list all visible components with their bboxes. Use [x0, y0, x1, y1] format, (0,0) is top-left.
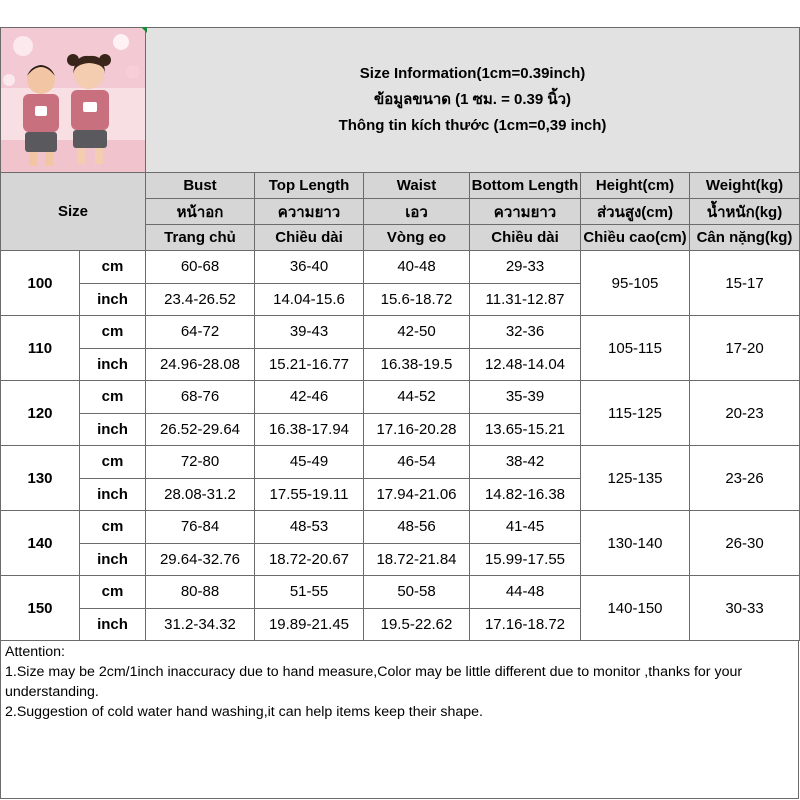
header-weight-vi: Cân nặng(kg) — [690, 225, 800, 251]
measurement-cell: 39-43 — [255, 316, 364, 349]
measurement-cell: 44-48 — [470, 576, 581, 609]
measurement-cell: 41-45 — [470, 511, 581, 544]
measurement-cell: 15.21-16.77 — [255, 348, 364, 381]
measurement-cell: 68-76 — [146, 381, 255, 414]
measurement-cell: 17.94-21.06 — [364, 478, 470, 511]
height-cell: 125-135 — [581, 446, 690, 511]
measurement-cell: 15.99-17.55 — [470, 543, 581, 576]
size-column-header: Size — [1, 173, 146, 251]
weight-cell: 26-30 — [690, 511, 800, 576]
measurement-cell: 51-55 — [255, 576, 364, 609]
weight-cell: 23-26 — [690, 446, 800, 511]
header-height-th: ส่วนสูง(cm) — [581, 199, 690, 225]
unit-label-inch: inch — [80, 478, 146, 511]
attention-notes — [0, 641, 799, 799]
unit-label-cm: cm — [80, 576, 146, 609]
title-vietnamese: Thông tin kích thước (1cm=0,39 inch) — [338, 117, 607, 134]
measurement-cell: 60-68 — [146, 251, 255, 284]
unit-label-cm: cm — [80, 316, 146, 349]
header-weight-en: Weight(kg) — [690, 173, 800, 199]
measurement-cell: 48-56 — [364, 511, 470, 544]
measurement-cell: 23.4-26.52 — [146, 283, 255, 316]
measurement-cell: 40-48 — [364, 251, 470, 284]
header-bust-en: Bust — [146, 173, 255, 199]
table-row — [1, 381, 800, 414]
measurement-cell: 72-80 — [146, 446, 255, 479]
table-row — [1, 251, 800, 284]
measurement-cell: 16.38-17.94 — [255, 413, 364, 446]
table-row — [1, 576, 800, 609]
measurement-cell: 48-53 — [255, 511, 364, 544]
table-row — [1, 511, 800, 544]
measurement-cell: 42-50 — [364, 316, 470, 349]
header-top-length-en: Top Length — [255, 173, 364, 199]
measurement-cell: 17.16-18.72 — [470, 608, 581, 641]
measurement-cell: 46-54 — [364, 446, 470, 479]
measurement-cell: 28.08-31.2 — [146, 478, 255, 511]
measurement-cell: 32-36 — [470, 316, 581, 349]
measurement-cell: 15.6-18.72 — [364, 283, 470, 316]
measurement-cell: 12.48-14.04 — [470, 348, 581, 381]
header-bust-vi: Trang chủ — [146, 225, 255, 251]
measurement-cell: 31.2-34.32 — [146, 608, 255, 641]
size-table — [0, 27, 800, 641]
header-waist-en: Waist — [364, 173, 470, 199]
header-height-vi: Chiều cao(cm) — [581, 225, 690, 251]
measurement-cell: 64-72 — [146, 316, 255, 349]
measurement-cell: 11.31-12.87 — [470, 283, 581, 316]
measurement-cell: 44-52 — [364, 381, 470, 414]
measurement-cell: 17.16-20.28 — [364, 413, 470, 446]
size-value: 150 — [1, 576, 80, 641]
header-bottom-length-vi: Chiều dài — [470, 225, 581, 251]
size-info-title — [146, 28, 800, 173]
size-value: 100 — [1, 251, 80, 316]
weight-cell: 15-17 — [690, 251, 800, 316]
corner-marker-icon — [141, 27, 147, 33]
measurement-cell: 18.72-21.84 — [364, 543, 470, 576]
header-waist-vi: Vòng eo — [364, 225, 470, 251]
measurement-cell: 50-58 — [364, 576, 470, 609]
height-cell: 140-150 — [581, 576, 690, 641]
measurement-cell: 14.82-16.38 — [470, 478, 581, 511]
children-photo-illustration — [1, 28, 145, 172]
size-value: 140 — [1, 511, 80, 576]
attention-note-1: 1.Size may be 2cm/1inch inaccuracy due to hand measure,Color may be little different due to monitor ,thanks for your understanding. — [5, 664, 743, 700]
header-top-length-th: ความยาว — [255, 199, 364, 225]
size-value: 120 — [1, 381, 80, 446]
header-top-length-vi: Chiều dài — [255, 225, 364, 251]
title-english: Size Information(1cm=0.39inch) — [359, 65, 586, 82]
header-bottom-length-en: Bottom Length — [470, 173, 581, 199]
unit-label-inch: inch — [80, 543, 146, 576]
attention-note-2: 2.Suggestion of cold water hand washing,it can help items keep their shape. — [5, 704, 483, 720]
measurement-cell: 80-88 — [146, 576, 255, 609]
header-waist-th: เอว — [364, 199, 470, 225]
table-row — [1, 446, 800, 479]
header-height-en: Height(cm) — [581, 173, 690, 199]
size-value: 110 — [1, 316, 80, 381]
measurement-cell: 19.89-21.45 — [255, 608, 364, 641]
product-photo — [1, 28, 146, 173]
measurement-cell: 14.04-15.6 — [255, 283, 364, 316]
unit-label-inch: inch — [80, 283, 146, 316]
weight-cell: 20-23 — [690, 381, 800, 446]
measurement-cell: 24.96-28.08 — [146, 348, 255, 381]
size-value: 130 — [1, 446, 80, 511]
unit-label-cm: cm — [80, 446, 146, 479]
unit-label-inch: inch — [80, 413, 146, 446]
height-cell: 105-115 — [581, 316, 690, 381]
height-cell: 115-125 — [581, 381, 690, 446]
measurement-cell: 29-33 — [470, 251, 581, 284]
measurement-cell: 13.65-15.21 — [470, 413, 581, 446]
unit-label-cm: cm — [80, 511, 146, 544]
unit-label-inch: inch — [80, 348, 146, 381]
unit-label-cm: cm — [80, 381, 146, 414]
measurement-cell: 19.5-22.62 — [364, 608, 470, 641]
measurement-cell: 38-42 — [470, 446, 581, 479]
measurement-cell: 17.55-19.11 — [255, 478, 364, 511]
header-bust-th: หน้าอก — [146, 199, 255, 225]
measurement-cell: 36-40 — [255, 251, 364, 284]
unit-label-cm: cm — [80, 251, 146, 284]
size-chart — [0, 27, 800, 800]
title-thai: ข้อมูลขนาด (1 ซม. = 0.39 นิ้ว) — [373, 91, 572, 108]
height-cell: 95-105 — [581, 251, 690, 316]
measurement-cell: 26.52-29.64 — [146, 413, 255, 446]
unit-label-inch: inch — [80, 608, 146, 641]
measurement-cell: 76-84 — [146, 511, 255, 544]
measurement-cell: 16.38-19.5 — [364, 348, 470, 381]
measurement-cell: 35-39 — [470, 381, 581, 414]
height-cell: 130-140 — [581, 511, 690, 576]
header-bottom-length-th: ความยาว — [470, 199, 581, 225]
weight-cell: 30-33 — [690, 576, 800, 641]
measurement-cell: 18.72-20.67 — [255, 543, 364, 576]
measurement-cell: 45-49 — [255, 446, 364, 479]
measurement-cell: 42-46 — [255, 381, 364, 414]
header-weight-th: น้ำหนัก(kg) — [690, 199, 800, 225]
attention-heading: Attention: — [5, 644, 65, 660]
weight-cell: 17-20 — [690, 316, 800, 381]
table-row — [1, 316, 800, 349]
measurement-cell: 29.64-32.76 — [146, 543, 255, 576]
